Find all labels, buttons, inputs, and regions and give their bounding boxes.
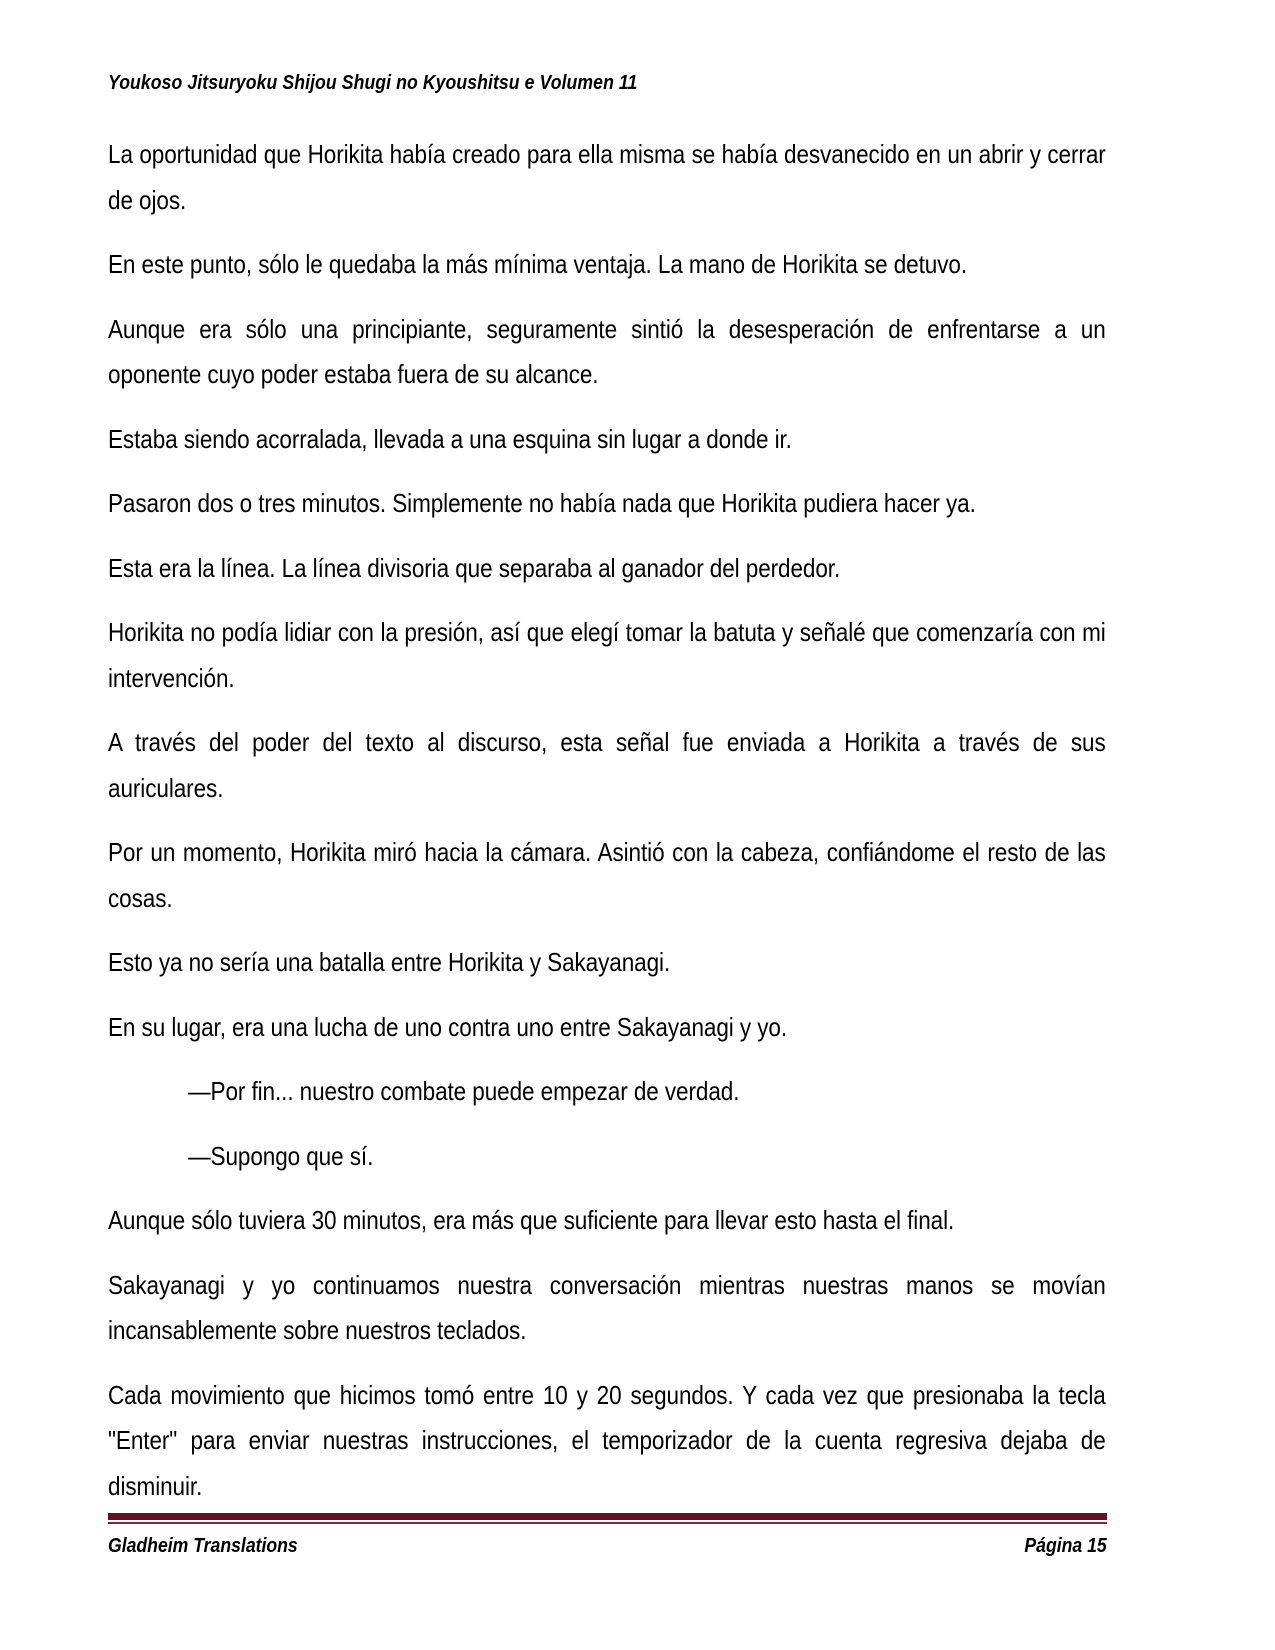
footer-divider-thick [108, 1513, 1107, 1520]
footer-divider-thin [108, 1522, 1107, 1524]
body-paragraph: Aunque sólo tuviera 30 minutos, era más que suficiente para llevar esto hasta el final. [108, 1207, 955, 1235]
body-paragraph: Horikita no podía lidiar con la presión, así que elegí tomar la batuta y señalé que comenzaría con mi intervención. [108, 619, 1106, 693]
body-paragraph: Estaba siendo acorralada, llevada a una esquina sin lugar a donde ir. [108, 425, 792, 454]
footer-divider [108, 1513, 1107, 1524]
footer-translator-credit: Gladheim Translations [108, 1534, 298, 1557]
body-paragraph: Pasaron dos o tres minutos. Simplemente no había nada que Horikita pudiera hacer ya. [108, 490, 976, 518]
body-paragraph: Esto ya no sería una batalla entre Horikita y Sakayanagi. [108, 949, 671, 977]
page-header [108, 66, 1108, 100]
body-paragraph: En su lugar, era una lucha de uno contra uno entre Sakayanagi y yo. [108, 1013, 788, 1042]
body-paragraph: Esta era la línea. La línea divisoria que separaba al ganador del perdedor. [108, 554, 841, 583]
body-paragraph: En este punto, sólo le quedaba la más mínima ventaja. La mano de Horikita se detuvo. [108, 251, 967, 279]
body-paragraph: A través del poder del texto al discurso, esta señal fue enviada a Horikita a través de sus auriculares. [108, 729, 1106, 803]
body-paragraph: La oportunidad que Horikita había creado para ella misma se había desvanecido en un abrir y cerrar de ojos. [108, 141, 1106, 215]
header-title: Youkoso Jitsuryoku Shijou Shugi no Kyoushitsu e Volumen 11 [108, 71, 638, 94]
body-paragraph: Sakayanagi y yo continuamos nuestra conversación mientras nuestras manos se movían incansablemente sobre nuestros teclados. [108, 1271, 1106, 1345]
body-paragraph: Aunque era sólo una principiante, seguramente sintió la desesperación de enfrentarse a un oponente cuyo poder estaba fuera de su alcance. [108, 315, 1106, 389]
page-footer [108, 1534, 1107, 1558]
dialogue-paragraph: —Supongo que sí. [188, 1142, 374, 1171]
body-paragraph: Cada movimiento que hicimos tomó entre 10 y 20 segundos. Y cada vez que presionaba la tecla "Enter" para enviar nuestras instrucciones, el temporizador de la cuenta regresiva dejaba de disminuir. [108, 1381, 1106, 1501]
document-body [108, 133, 1106, 1529]
body-paragraph: Por un momento, Horikita miró hacia la cámara. Asintió con la cabeza, confiándome el resto de las cosas. [108, 839, 1106, 913]
footer-page-number: Página 15 [1024, 1534, 1107, 1557]
dialogue-paragraph: —Por fin... nuestro combate puede empezar de verdad. [188, 1078, 740, 1106]
